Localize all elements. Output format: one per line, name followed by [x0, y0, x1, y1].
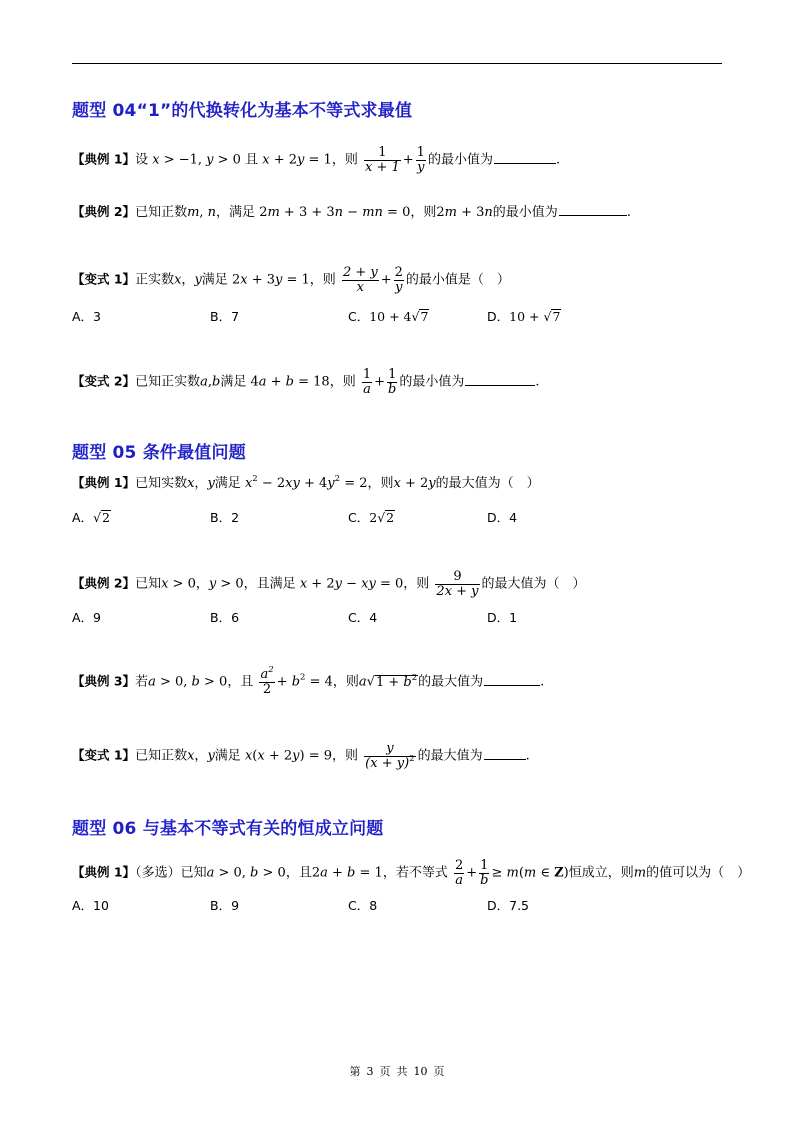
- option-c[interactable]: C．8: [348, 898, 378, 913]
- answer-blank[interactable]: [494, 163, 556, 164]
- problem-05-example-1: 【典例 1】已知实数x，y满足 $x^2 - 2xy + 4y^2 = 2$，则x + 2y的最大值为（ ）: [72, 474, 540, 491]
- option-d[interactable]: D．1: [487, 610, 518, 625]
- page-total: 10: [413, 1065, 428, 1078]
- answer-blank[interactable]: [465, 385, 535, 386]
- option-d[interactable]: D．7.5: [487, 898, 530, 913]
- option-b[interactable]: B．2: [210, 510, 240, 525]
- problem-04-example-2: 【典例 2】已知正数m, n，满足 2m + 3 + 3n − mn = 0，则2m + 3n的最小值为 .: [72, 204, 631, 220]
- problem-06-example-1: 【典例 1】（多选）已知a > 0, b > 0，且2a + b = 1，若不等式 $\frac{2}{a}$ + $\frac{1}{b}$ ≥ m(m ∈ Z)恒成立，则m的值可以为（ ）: [72, 858, 751, 888]
- option-a[interactable]: A．√2: [72, 510, 110, 525]
- problem-05-variant-1: 【变式 1】已知正数x，y满足 x(x + 2y) = 9，则 $\frac{y}{(x + y)^2}$ 的最大值为 .: [72, 741, 530, 771]
- problem-tag: 【典例 1】: [72, 151, 136, 167]
- page-footer: 第 3 页 共 10 页: [349, 1065, 445, 1078]
- option-c[interactable]: C．10 + 4√7: [348, 309, 429, 324]
- problem-05-example-3: 【典例 3】若a > 0, b > 0，且 $\frac{a^2}{2}$ + $b^2 = 4$，则$a√1 + b^2$的最大值为 .: [72, 665, 545, 697]
- option-a[interactable]: A．10: [72, 898, 109, 913]
- problem-04-variant-2: 【变式 2】已知正实数a,b满足 4a + b = 18，则 $\frac{1}{a}$ + $\frac{1}{b}$ 的最小值为 .: [72, 367, 540, 397]
- page-number: 3: [366, 1065, 374, 1078]
- section-title-05: 题型 05 条件最值问题: [72, 443, 246, 463]
- header-rule: [72, 63, 722, 64]
- option-c[interactable]: C．2√2: [348, 510, 395, 525]
- answer-blank[interactable]: [484, 685, 540, 686]
- option-b[interactable]: B．9: [210, 898, 240, 913]
- section-title-04: 题型 04“1”的代换转化为基本不等式求最值: [72, 101, 413, 121]
- answer-blank[interactable]: [559, 215, 627, 216]
- answer-blank[interactable]: [484, 759, 526, 760]
- problem-04-variant-1: 【变式 1】正实数x，y满足 2x + 3y = 1，则 $\frac{2 + y}{x}$ + $\frac{2}{y}$ 的最小值是（ ）: [72, 265, 510, 295]
- section-title-06: 题型 06 与基本不等式有关的恒成立问题: [72, 819, 384, 839]
- problem-05-example-2: 【典例 2】已知x > 0，y > 0，且满足 x + 2y − xy = 0，则 $\frac{9}{2x + y}$ 的最大值为（ ）: [72, 569, 586, 599]
- option-b[interactable]: B．7: [210, 309, 240, 324]
- option-d[interactable]: D．4: [487, 510, 518, 525]
- option-d[interactable]: D．10 + √7: [487, 309, 561, 324]
- option-c[interactable]: C．4: [348, 610, 378, 625]
- option-b[interactable]: B．6: [210, 610, 240, 625]
- option-a[interactable]: A．3: [72, 309, 102, 324]
- option-a[interactable]: A．9: [72, 610, 102, 625]
- problem-04-example-1: 【典例 1】设 x > −1, y > 0 且 x + 2y = 1，则 $\frac{1}{x + 1}$ + $\frac{1}{y}$ 的最小值为 .: [72, 145, 561, 175]
